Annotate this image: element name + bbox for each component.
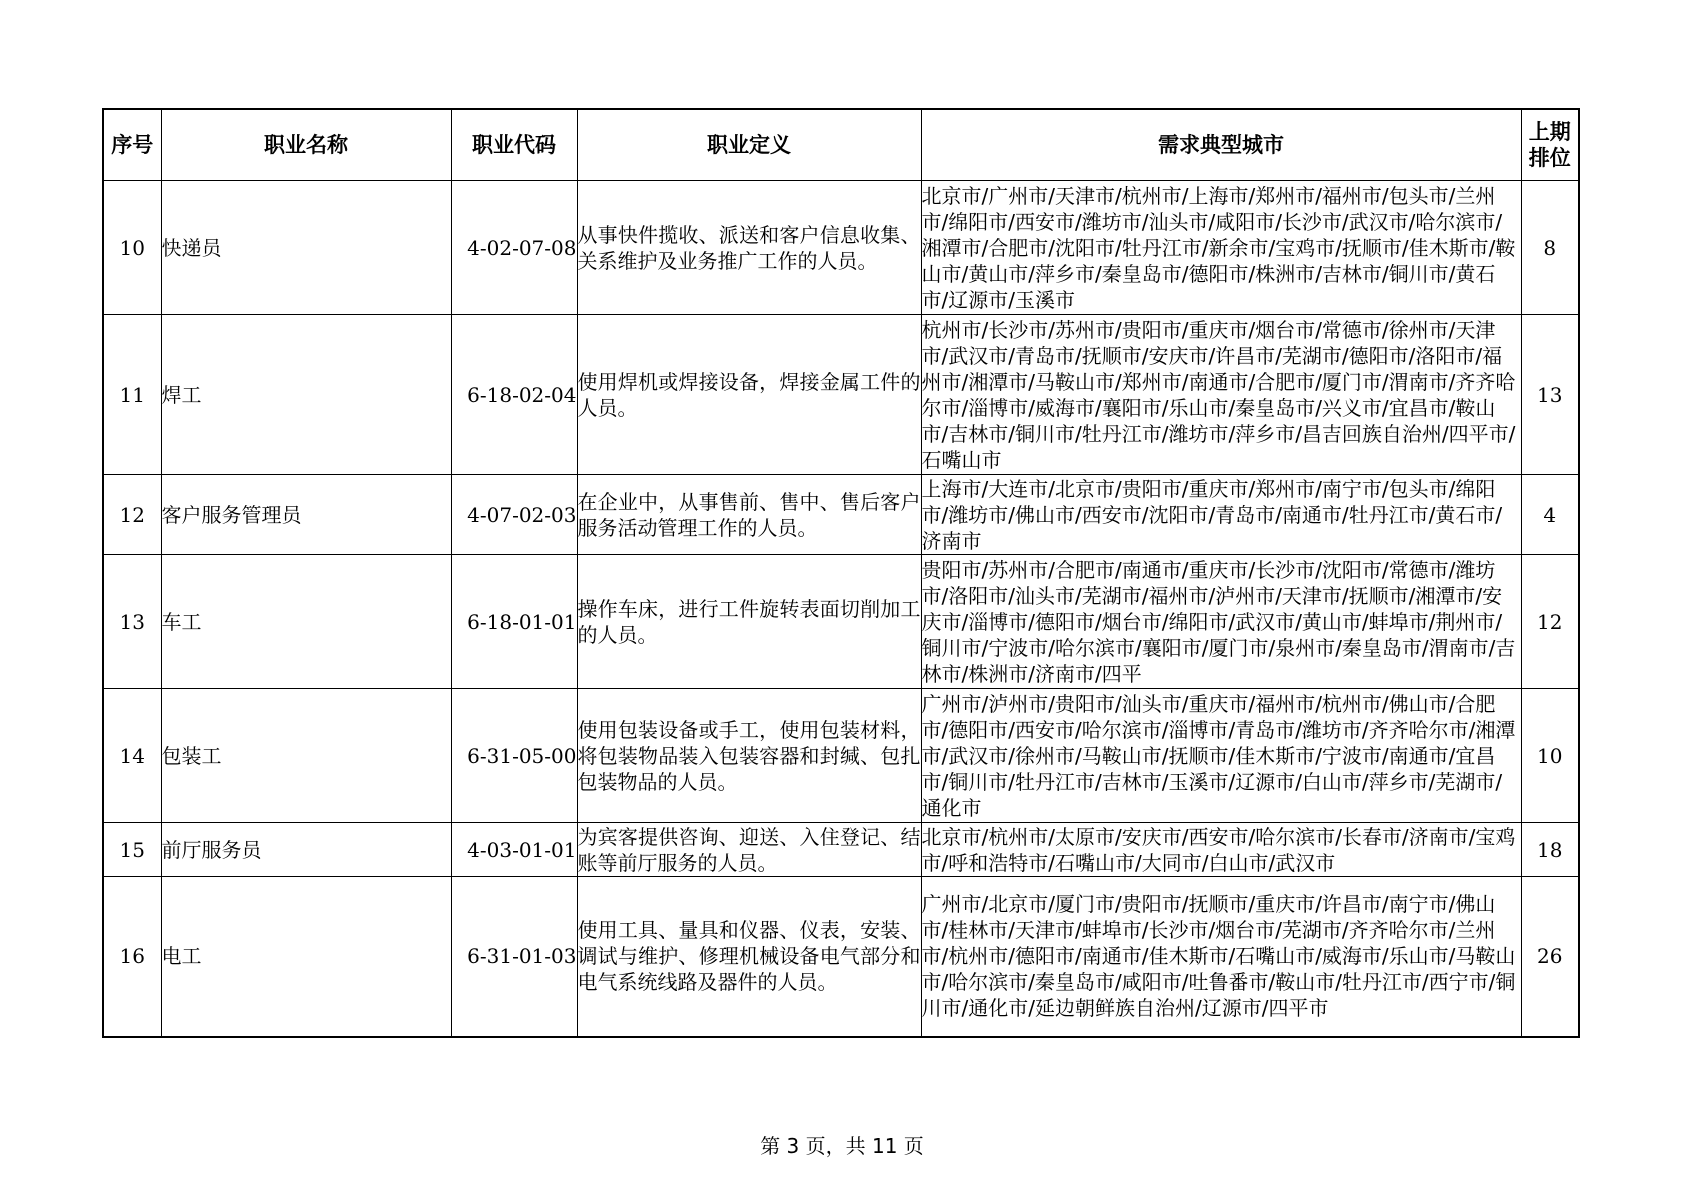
definition-text: 操作车床，进行工件旋转表面切削加工的人员。 [577,596,921,647]
demand-cities [921,877,1521,1037]
header-no: 序号 [103,109,161,181]
occupation-definition [577,823,921,877]
cities-text: 广州市/泸州市/贵阳市/汕头市/重庆市/福州市/杭州市/佛山市/合肥市/德阳市/西安市/哈尔滨市/淄博市/青岛市/潍坊市/齐齐哈尔市/湘潭市/武汉市/徐州市/马鞍山市/抚顺市/佳木斯市/宁波市/南通市/宜昌市/铜川市/牡丹江市/吉林市/玉溪市/辽源市/白山市/萍乡市/芜湖市/通化市 [921,691,1516,820]
row-number: 12 [103,475,161,555]
last-rank: 13 [1521,315,1579,475]
table-row [103,823,1579,877]
demand-cities [921,823,1521,877]
occupation-name: 车工 [161,555,451,689]
page-footer: 第 3 页，共 11 页 [760,1134,924,1158]
header-cities: 需求典型城市 [921,109,1521,181]
cities-text: 杭州市/长沙市/苏州市/贵阳市/重庆市/烟台市/常德市/徐州市/天津市/武汉市/青岛市/抚顺市/安庆市/许昌市/芜湖市/德阳市/洛阳市/福州市/湘潭市/马鞍山市/郑州市/南通市/合肥市/厦门市/渭南市/齐齐哈尔市/淄博市/威海市/襄阳市/乐山市/秦皇岛市/兴义市/宜昌市/鞍山市/吉林市/铜川市/牡丹江市/潍坊市/萍乡市/昌吉回族自治州/四平市/石嘴山市 [921,317,1516,472]
occupation-table [102,108,1580,1038]
last-rank: 12 [1521,555,1579,689]
table-row [103,475,1579,555]
row-number: 16 [103,877,161,1037]
last-rank: 8 [1521,181,1579,315]
cities-text: 贵阳市/苏州市/合肥市/南通市/重庆市/长沙市/沈阳市/常德市/潍坊市/洛阳市/汕头市/芜湖市/福州市/泸州市/天津市/抚顺市/湘潭市/安庆市/淄博市/德阳市/烟台市/绵阳市/武汉市/黄山市/蚌埠市/荆州市/铜川市/宁波市/哈尔滨市/襄阳市/厦门市/泉州市/秦皇岛市/渭南市/吉林市/株洲市/济南市/四平 [921,557,1516,686]
occupation-definition [577,689,921,823]
table-row [103,689,1579,823]
occupation-code: 6-18-02-04 [451,315,577,475]
definition-text: 使用包装设备或手工，使用包装材料，将包装物品装入包装容器和封缄、包扎包装物品的人员。 [577,717,921,794]
header-definition: 职业定义 [577,109,921,181]
table-row [103,555,1579,689]
occupation-code: 6-18-01-01 [451,555,577,689]
occupation-name: 前厅服务员 [161,823,451,877]
last-rank: 4 [1521,475,1579,555]
cities-text: 广州市/北京市/厦门市/贵阳市/抚顺市/重庆市/许昌市/南宁市/佛山市/桂林市/天津市/蚌埠市/长沙市/烟台市/芜湖市/齐齐哈尔市/兰州市/杭州市/德阳市/南通市/佳木斯市/石嘴山市/威海市/乐山市/马鞍山市/哈尔滨市/秦皇岛市/咸阳市/吐鲁番市/鞍山市/牡丹江市/西宁市/铜川市/通化市/延边朝鲜族自治州/辽源市/四平市 [921,892,1516,1021]
occupation-definition [577,877,921,1037]
definition-text: 使用焊机或焊接设备，焊接金属工件的人员。 [577,369,921,420]
cities-text: 上海市/大连市/北京市/贵阳市/重庆市/郑州市/南宁市/包头市/绵阳市/潍坊市/佛山市/西安市/沈阳市/青岛市/南通市/牡丹江市/黄石市/济南市 [921,476,1503,553]
demand-cities [921,689,1521,823]
row-number: 11 [103,315,161,475]
occupation-code: 4-02-07-08 [451,181,577,315]
header-code: 职业代码 [451,109,577,181]
row-number: 15 [103,823,161,877]
definition-text: 在企业中，从事售前、售中、售后客户服务活动管理工作的人员。 [577,489,921,540]
header-name: 职业名称 [161,109,451,181]
demand-cities [921,315,1521,475]
row-number: 13 [103,555,161,689]
last-rank: 26 [1521,877,1579,1037]
header-last-rank: 上期 排位 [1521,109,1579,181]
occupation-definition [577,555,921,689]
row-number: 10 [103,181,161,315]
occupation-definition [577,315,921,475]
occupation-code: 4-03-01-01 [451,823,577,877]
occupation-name: 电工 [161,877,451,1037]
definition-text: 从事快件揽收、派送和客户信息收集、关系维护及业务推广工作的人员。 [577,222,921,273]
definition-text: 使用工具、量具和仪器、仪表，安装、调试与维护、修理机械设备电气部分和电气系统线路及器件的人员。 [577,918,921,995]
table-row [103,315,1579,475]
occupation-definition [577,181,921,315]
occupation-definition [577,475,921,555]
definition-text: 为宾客提供咨询、迎送、入住登记、结账等前厅服务的人员。 [577,824,921,875]
occupation-name: 包装工 [161,689,451,823]
occupation-code: 4-07-02-03 [451,475,577,555]
occupation-code: 6-31-01-03 [451,877,577,1037]
row-number: 14 [103,689,161,823]
last-rank: 10 [1521,689,1579,823]
demand-cities [921,555,1521,689]
occupation-name: 客户服务管理员 [161,475,451,555]
cities-text: 北京市/广州市/天津市/杭州市/上海市/郑州市/福州市/包头市/兰州市/绵阳市/西安市/潍坊市/汕头市/咸阳市/长沙市/武汉市/哈尔滨市/湘潭市/合肥市/沈阳市/牡丹江市/新余市/宝鸡市/抚顺市/佳木斯市/鞍山市/黄山市/萍乡市/秦皇岛市/德阳市/株洲市/吉林市/铜川市/黄石市/辽源市/玉溪市 [921,183,1516,312]
table-row [103,181,1579,315]
demand-cities [921,475,1521,555]
last-rank: 18 [1521,823,1579,877]
occupation-name: 快递员 [161,181,451,315]
occupation-name: 焊工 [161,315,451,475]
occupation-code: 6-31-05-00 [451,689,577,823]
table-header-row [103,109,1579,181]
table-row [103,877,1579,1037]
cities-text: 北京市/杭州市/太原市/安庆市/西安市/哈尔滨市/长春市/济南市/宝鸡市/呼和浩特市/石嘴山市/大同市/白山市/武汉市 [921,824,1516,875]
demand-cities [921,181,1521,315]
